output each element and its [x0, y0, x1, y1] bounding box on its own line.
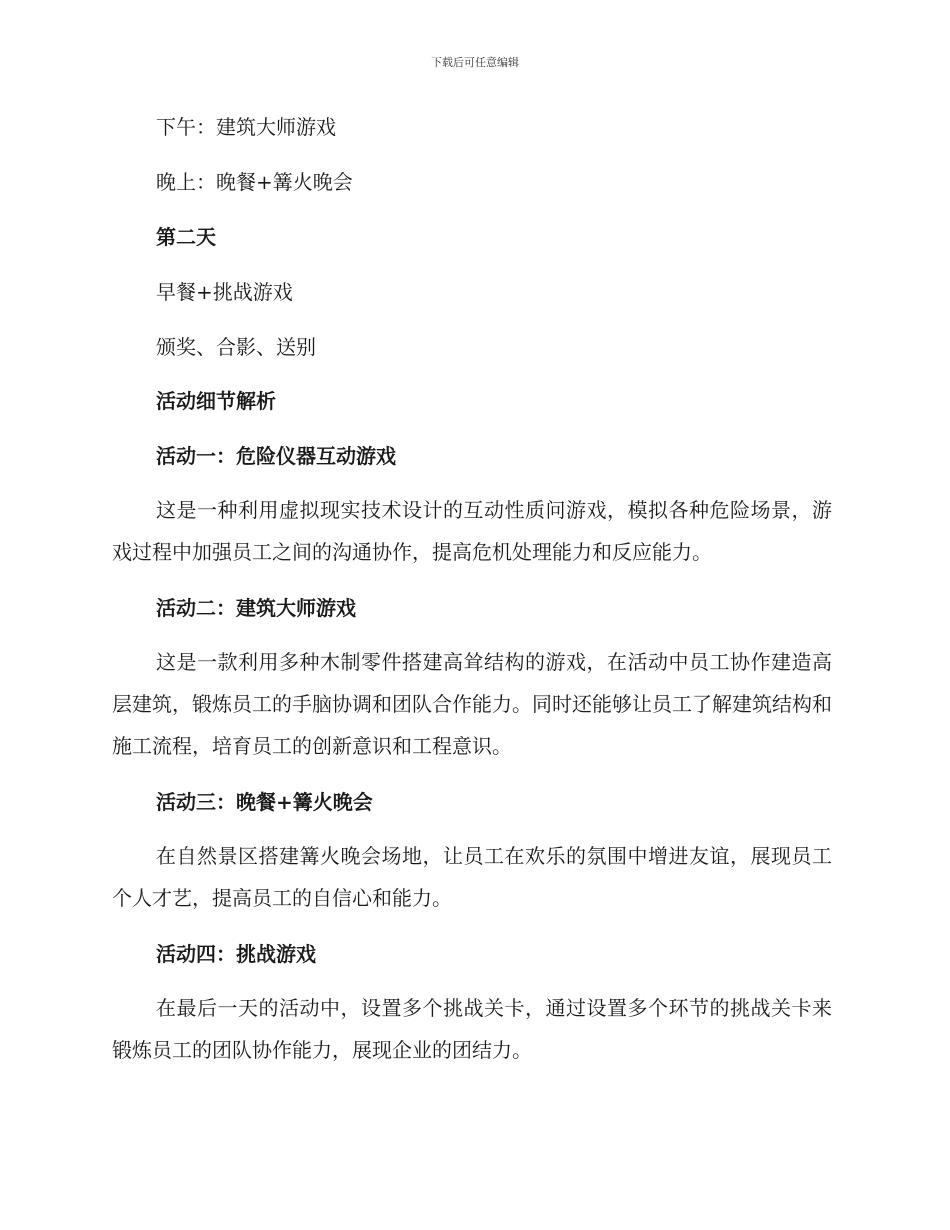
activity-4-body: 在最后一天的活动中，设置多个挑战关卡，通过设置多个环节的挑战关卡来锻炼员工的团队协作能力，展现企业的团结力。 [112, 996, 832, 1062]
day2-item-awards: 颁奖、合影、送别 [156, 335, 316, 359]
activity-3-title: 活动三：晚餐+篝火晚会 [156, 790, 373, 814]
activity-1-title: 活动一：危险仪器互动游戏 [156, 444, 396, 468]
activity-4-title: 活动四：挑战游戏 [156, 942, 316, 966]
day2-item-breakfast: 早餐+挑战游戏 [156, 280, 293, 304]
activity-3-body: 在自然景区搭建篝火晚会场地，让员工在欢乐的氛围中增进友谊，展现员工个人才艺，提高员工的自信心和能力。 [112, 844, 832, 910]
activity-2-title: 活动二：建筑大师游戏 [156, 596, 356, 620]
schedule-afternoon: 下午：建筑大师游戏 [156, 115, 336, 139]
day2-heading: 第二天 [156, 225, 216, 249]
details-heading: 活动细节解析 [156, 389, 276, 413]
schedule-evening: 晚上：晚餐+篝火晚会 [156, 170, 353, 194]
page-header: 下载后可任意编辑 [431, 56, 519, 69]
activity-1-body: 这是一种利用虚拟现实技术设计的互动性质问游戏，模拟各种危险场景，游戏过程中加强员工之间的沟通协作，提高危机处理能力和反应能力。 [112, 498, 832, 564]
activity-2-body: 这是一款利用多种木制零件搭建高耸结构的游戏，在活动中员工协作建造高层建筑，锻炼员工的手脑协调和团队合作能力。同时还能够让员工了解建筑结构和施工流程，培育员工的创新意识和工程意识。 [112, 650, 832, 758]
